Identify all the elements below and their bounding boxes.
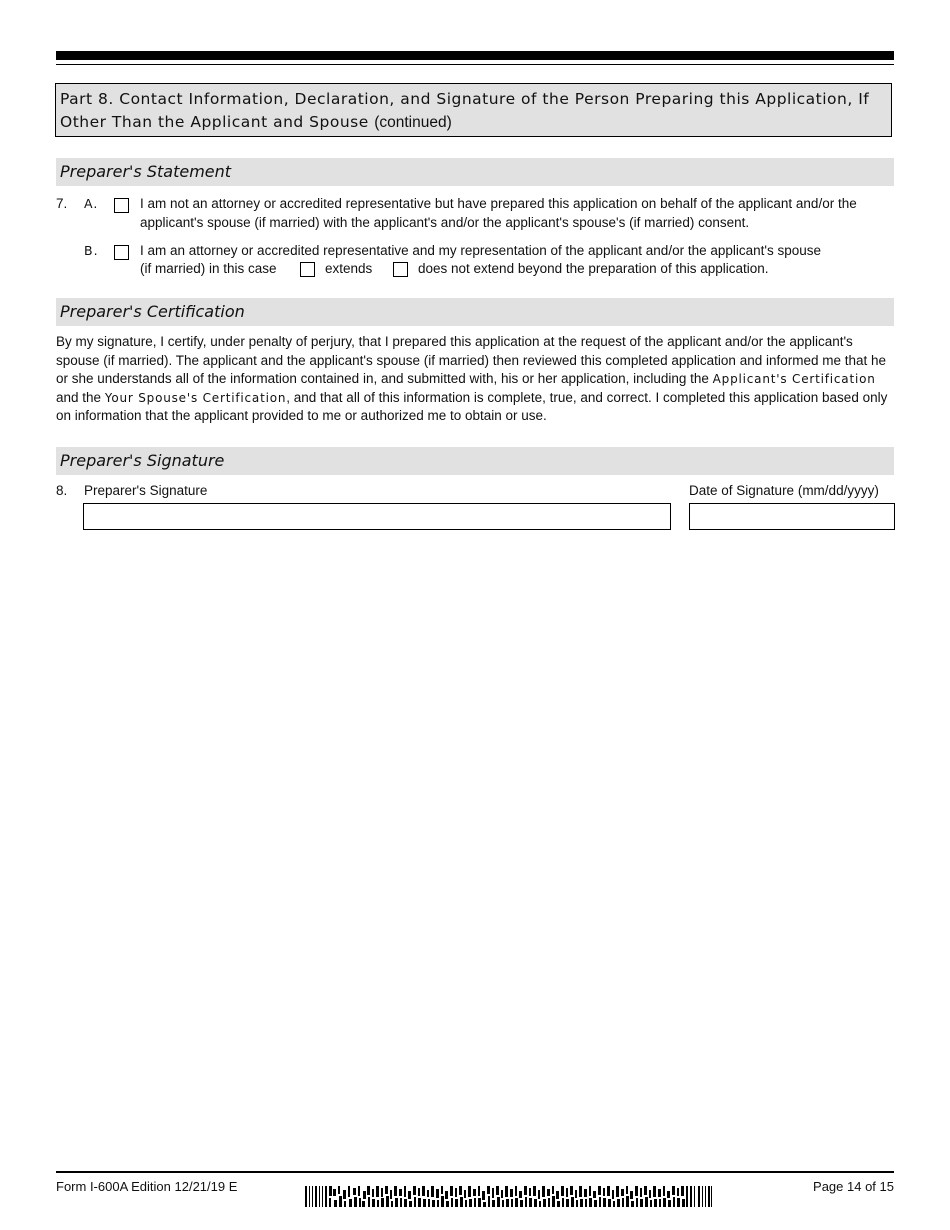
does-not-extend-label: does not extend beyond the preparation of this application. <box>418 261 769 276</box>
barcode-block-137 <box>626 1196 629 1207</box>
barcode-block-8 <box>329 1186 332 1196</box>
barcode-block-16 <box>348 1186 350 1197</box>
option-a-text: I am not an attorney or accredited representative but have prepared this application on behalf of the applicant and/or the applicant's spouse (if married) with the applicant's and/or the applicant's spouse's (if married) consent. <box>140 196 857 230</box>
preparer-signature-label: Preparer's Signature <box>84 483 208 498</box>
preparers-certification-heading: Preparer's Certification <box>56 298 894 326</box>
barcode-block-43 <box>409 1201 412 1207</box>
barcode-block-46 <box>418 1188 420 1196</box>
barcode-block-11 <box>334 1200 337 1207</box>
barcode-block-106 <box>556 1191 559 1199</box>
barcode-block-130 <box>612 1190 614 1199</box>
barcode-block-101 <box>543 1199 546 1207</box>
barcode-block-147 <box>650 1200 652 1207</box>
barcode-block-23 <box>362 1201 365 1207</box>
barcode-block-72 <box>478 1186 480 1196</box>
barcode-image <box>305 1186 713 1207</box>
part-8-header <box>55 83 892 137</box>
item-number-8: 8. <box>56 483 68 498</box>
barcode-block-20 <box>358 1186 360 1196</box>
barcode-block-28 <box>376 1186 379 1197</box>
barcode-block-87 <box>511 1199 513 1207</box>
barcode-block-25 <box>368 1197 370 1207</box>
barcode-block-104 <box>552 1186 554 1194</box>
barcode-block-127 <box>603 1198 606 1207</box>
barcode-block-135 <box>622 1198 624 1207</box>
barcode-block-123 <box>594 1200 597 1207</box>
certification-text-2: and the <box>56 389 102 405</box>
part-8-title: Part 8. Contact Information, Declaration, and Signature of the Person Preparing this Application, If Other Than the Applicant and Spouse <box>60 90 870 131</box>
barcode-block-59 <box>446 1201 449 1207</box>
date-of-signature-field[interactable] <box>689 503 895 530</box>
barcode-block-102 <box>547 1189 550 1196</box>
barcode-block-98 <box>538 1190 540 1199</box>
barcode-block-100 <box>542 1186 545 1197</box>
option-a-checkbox[interactable] <box>114 198 129 213</box>
barcode-block-143 <box>640 1199 643 1207</box>
barcode-block-150 <box>658 1189 661 1197</box>
barcode-block-145 <box>645 1197 648 1207</box>
barcode-block-44 <box>413 1186 416 1195</box>
extends-checkbox[interactable] <box>300 262 315 277</box>
barcode-block-79 <box>492 1200 495 1207</box>
barcode-block-18 <box>353 1188 356 1195</box>
barcode-block-124 <box>598 1186 601 1195</box>
barcode-block-64 <box>459 1186 462 1195</box>
option-b-text-line2: (if married) in this case <box>140 261 277 276</box>
barcode-block-15 <box>344 1201 346 1207</box>
does-not-extend-checkbox[interactable] <box>393 262 408 277</box>
barcode-block-30 <box>381 1188 383 1197</box>
barcode-block-129 <box>608 1199 611 1207</box>
barcode-block-32 <box>385 1186 388 1194</box>
barcode-block-167 <box>705 1186 706 1207</box>
barcode-block-78 <box>492 1188 494 1198</box>
barcode-block-63 <box>455 1199 458 1207</box>
barcode-block-83 <box>502 1200 504 1207</box>
barcode-block-14 <box>343 1190 346 1199</box>
barcode-block-164 <box>694 1186 695 1207</box>
barcode-block-58 <box>445 1191 448 1199</box>
barcode-block-160 <box>681 1186 684 1196</box>
barcode-block-37 <box>395 1198 398 1207</box>
barcode-block-5 <box>319 1186 320 1207</box>
barcode-block-71 <box>474 1198 476 1207</box>
barcode-block-49 <box>423 1199 426 1207</box>
barcode-block-142 <box>640 1188 642 1197</box>
barcode-block-77 <box>488 1196 490 1207</box>
barcode-block-125 <box>599 1197 601 1207</box>
barcode-block-67 <box>465 1200 467 1207</box>
barcode-block-57 <box>441 1196 444 1207</box>
barcode-block-69 <box>469 1199 472 1207</box>
barcode-block-163 <box>690 1186 692 1207</box>
barcode-block-99 <box>539 1201 541 1207</box>
top-rule-thick <box>56 51 894 60</box>
barcode-block-56 <box>441 1186 443 1194</box>
barcode-block-65 <box>460 1197 463 1207</box>
barcode-block-41 <box>404 1199 407 1207</box>
barcode-block-85 <box>506 1199 509 1207</box>
top-rule-thin <box>56 64 894 65</box>
barcode-block-24 <box>367 1186 370 1195</box>
barcode-block-52 <box>431 1186 434 1197</box>
barcode-block-122 <box>593 1191 596 1198</box>
barcode-block-144 <box>644 1186 647 1195</box>
certification-text-3: , and that all of this information is complete, true, and correct. I completed this application based only on information that the applicant provided to me or authorized me to obtain or use. <box>56 389 888 423</box>
barcode-block-54 <box>436 1189 439 1198</box>
barcode-block-157 <box>673 1197 675 1207</box>
barcode-block-33 <box>386 1196 389 1207</box>
barcode-block-118 <box>584 1189 587 1197</box>
barcode-block-86 <box>510 1189 513 1197</box>
barcode-block-61 <box>451 1198 453 1207</box>
barcode-block-154 <box>667 1191 670 1198</box>
barcode-block-53 <box>432 1200 435 1207</box>
barcode-block-4 <box>315 1186 317 1207</box>
extends-label: extends <box>325 261 373 276</box>
barcode-block-132 <box>616 1186 619 1197</box>
barcode-block-148 <box>653 1186 656 1197</box>
barcode-block-42 <box>408 1191 411 1199</box>
barcode-block-76 <box>487 1186 490 1194</box>
barcode-block-91 <box>520 1200 523 1207</box>
barcode-block-39 <box>400 1198 402 1207</box>
barcode-block-92 <box>524 1186 527 1195</box>
barcode-block-116 <box>579 1186 582 1197</box>
barcode-block-111 <box>566 1199 569 1207</box>
option-b-letter: B. <box>84 243 99 258</box>
barcode-block-168 <box>708 1186 710 1207</box>
barcode-block-80 <box>496 1186 499 1195</box>
barcode-block-50 <box>427 1190 429 1197</box>
barcode-block-107 <box>557 1201 560 1207</box>
barcode-block-21 <box>359 1198 361 1207</box>
barcode-block-165 <box>698 1186 700 1207</box>
barcode-block-117 <box>580 1199 583 1207</box>
barcode-block-60 <box>450 1186 453 1196</box>
barcode-block-97 <box>534 1199 537 1207</box>
barcode-block-162 <box>686 1186 688 1207</box>
barcode-block-10 <box>333 1189 336 1196</box>
barcode-block-140 <box>635 1186 638 1196</box>
barcode-block-12 <box>338 1186 340 1194</box>
barcode-block-7 <box>325 1186 327 1207</box>
barcode-block-136 <box>626 1186 628 1194</box>
continued-label: (continued) <box>374 114 452 131</box>
footer-form-id: Form I-600A Edition 12/21/19 E <box>56 1179 238 1194</box>
footer-rule <box>56 1171 894 1173</box>
barcode-block-95 <box>529 1198 532 1207</box>
barcode-block-93 <box>525 1197 527 1207</box>
barcode-block-6 <box>322 1186 323 1207</box>
barcode-block-47 <box>418 1198 421 1207</box>
barcode-block-155 <box>668 1200 671 1207</box>
barcode-block-103 <box>548 1198 550 1207</box>
certification-text-1: By my signature, I certify, under penalty of perjury, that I prepared this application at the request of the applicant and/or the applicant's spouse (if married). The applicant and the applicant's spouse (if married) then reviewed this completed application and informed me that he or she understands all of the information contained in, and submitted with, his or her application, including the <box>56 334 887 386</box>
applicants-certification-reference: Applicant's Certification <box>712 372 876 386</box>
barcode-block-156 <box>672 1186 675 1195</box>
barcode-block-158 <box>677 1188 679 1196</box>
barcode-block-1 <box>305 1186 307 1207</box>
barcode-block-3 <box>312 1186 313 1207</box>
barcode-block-120 <box>589 1186 591 1196</box>
barcode-block-166 <box>702 1186 703 1207</box>
barcode-block-151 <box>659 1199 661 1207</box>
barcode-block-22 <box>363 1191 366 1199</box>
barcode-block-26 <box>372 1189 374 1197</box>
barcode-block-73 <box>478 1198 481 1207</box>
barcode-block-38 <box>399 1189 402 1196</box>
barcode-block-31 <box>381 1198 384 1207</box>
barcode-block-48 <box>422 1186 425 1196</box>
barcode-block-51 <box>428 1199 430 1207</box>
barcode-block-105 <box>552 1196 555 1207</box>
barcode-block-74 <box>482 1191 485 1200</box>
certification-paragraph <box>56 333 894 426</box>
barcode-block-84 <box>505 1186 508 1197</box>
barcode-block-40 <box>404 1186 406 1197</box>
barcode-block-131 <box>613 1201 615 1207</box>
barcode-block-149 <box>654 1199 657 1207</box>
barcode-block-128 <box>607 1186 610 1196</box>
barcode-block-96 <box>533 1186 536 1196</box>
item-number-7: 7. <box>56 196 68 211</box>
barcode-block-13 <box>339 1196 342 1207</box>
barcode-block-110 <box>566 1188 568 1197</box>
barcode-block-138 <box>630 1191 633 1199</box>
barcode-block-27 <box>372 1199 375 1207</box>
barcode-block-88 <box>515 1186 517 1196</box>
date-of-signature-label: Date of Signature (mm/dd/yyyy) <box>689 483 879 498</box>
barcode-block-119 <box>585 1199 587 1207</box>
barcode-block-68 <box>468 1186 471 1197</box>
barcode-block-82 <box>501 1190 503 1198</box>
barcode-block-113 <box>571 1197 574 1207</box>
barcode-block-153 <box>663 1198 666 1207</box>
barcode-block-17 <box>349 1199 352 1207</box>
barcode-block-146 <box>649 1190 651 1198</box>
barcode-block-126 <box>603 1188 605 1196</box>
barcode-block-34 <box>390 1190 392 1199</box>
barcode-block-70 <box>473 1189 476 1196</box>
barcode-block-114 <box>575 1190 577 1198</box>
barcode-block-89 <box>515 1198 518 1207</box>
barcode-block-133 <box>617 1199 620 1207</box>
barcode-block-29 <box>377 1200 379 1207</box>
barcode-block-109 <box>562 1198 564 1207</box>
barcode-block-141 <box>636 1198 638 1207</box>
spouses-certification-reference: Your Spouse's Certification <box>104 390 287 405</box>
barcode-block-55 <box>437 1200 439 1207</box>
barcode-block-75 <box>483 1202 486 1207</box>
preparer-signature-field[interactable] <box>83 503 671 530</box>
barcode-block-66 <box>464 1190 466 1198</box>
barcode-block-134 <box>621 1189 624 1196</box>
barcode-block-35 <box>391 1201 393 1207</box>
barcode-block-115 <box>576 1200 578 1207</box>
barcode-block-139 <box>631 1201 634 1207</box>
preparers-signature-heading: Preparer's Signature <box>56 447 894 475</box>
barcode-block-90 <box>519 1191 522 1198</box>
barcode-block-45 <box>414 1197 416 1207</box>
barcode-block-169 <box>711 1186 712 1207</box>
barcode-block-161 <box>682 1199 685 1207</box>
barcode-block-62 <box>455 1188 457 1197</box>
barcode-block-112 <box>570 1186 573 1195</box>
footer-page-number: Page 14 of 15 <box>813 1179 894 1194</box>
barcode-block-9 <box>329 1198 331 1207</box>
option-b-checkbox[interactable] <box>114 245 129 260</box>
barcode-block-2 <box>309 1186 310 1207</box>
barcode-block-19 <box>354 1197 357 1207</box>
barcode-block-152 <box>663 1186 665 1196</box>
barcode-block-121 <box>589 1198 592 1207</box>
option-b-text-line1: I am an attorney or accredited representative and my representation of the applicant and/or the applicant's spouse <box>140 243 821 258</box>
barcode-block-94 <box>529 1188 531 1196</box>
barcode-block-81 <box>497 1197 500 1207</box>
barcode-block-108 <box>561 1186 564 1196</box>
barcode-block-36 <box>394 1186 397 1196</box>
preparers-statement-heading: Preparer's Statement <box>56 158 894 186</box>
option-a-letter: A. <box>84 196 99 211</box>
barcode-block-159 <box>677 1198 680 1207</box>
